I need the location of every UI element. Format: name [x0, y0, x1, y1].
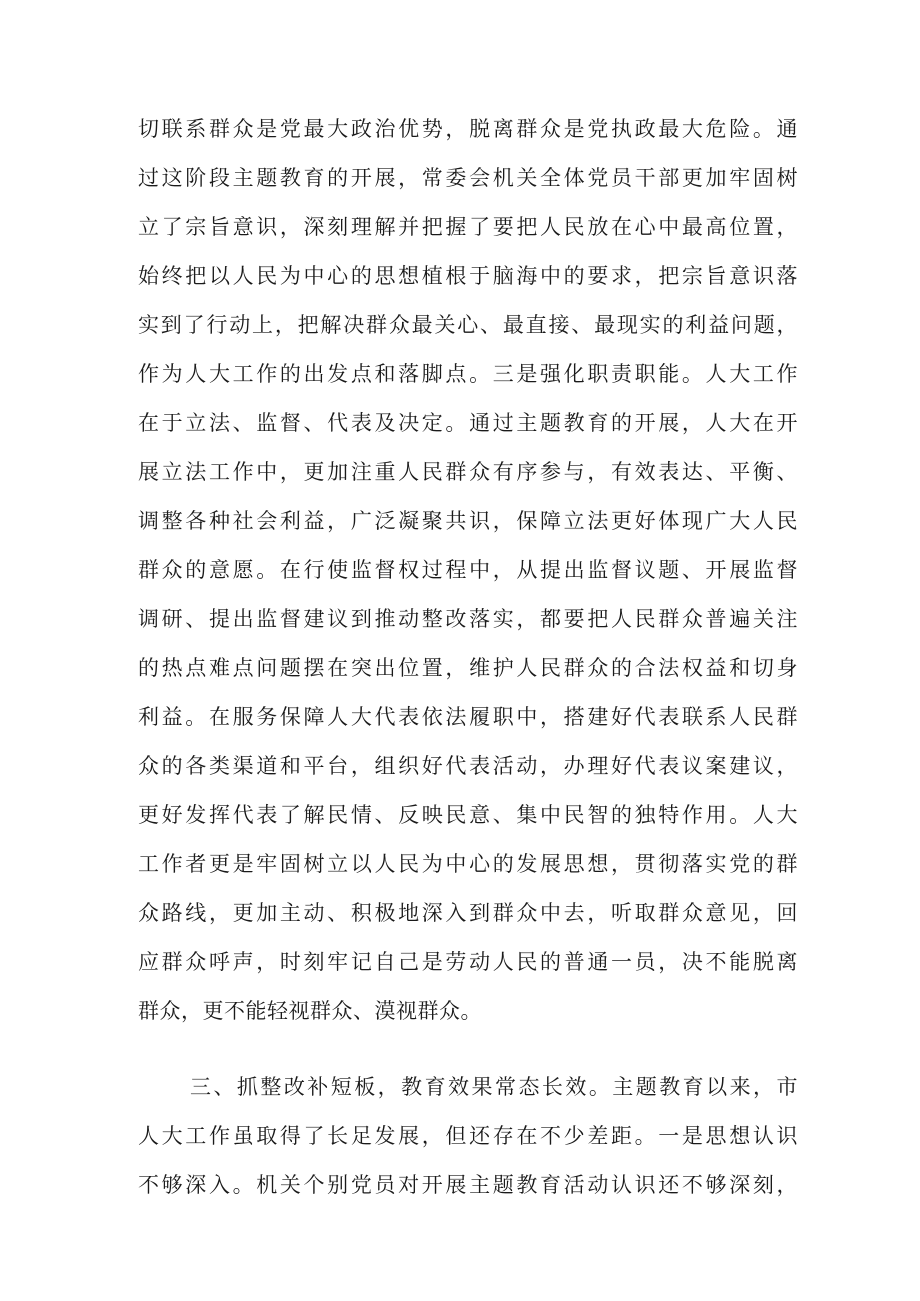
paragraph-line: 实到了行动上，把解决群众最关心、最直接、最现实的利益问题，	[138, 313, 798, 337]
paragraph-line: 群众的意愿。在行使监督权过程中，从提出监督议题、开展监督	[138, 558, 798, 582]
paragraph-line: 利益。在服务保障人大代表依法履职中，搭建好代表联系人民群	[138, 705, 798, 729]
paragraph-line: 调整各种社会利益，广泛凝聚共识，保障立法更好体现广大人民	[138, 509, 798, 533]
paragraph-line: 始终把以人民为中心的思想植根于脑海中的要求，把宗旨意识落	[138, 264, 798, 288]
paragraph-line: 人大工作虽取得了长足发展，但还存在不少差距。一是思想认识	[138, 1124, 798, 1148]
paragraph-line: 过这阶段主题教育的开展，常委会机关全体党员干部更加牢固树	[138, 166, 798, 190]
paragraph-line: 切联系群众是党最大政治优势，脱离群众是党执政最大危险。通	[138, 117, 798, 141]
paragraph-line: 展立法工作中，更加注重人民群众有序参与，有效表达、平衡、	[138, 460, 798, 484]
paragraph-line: 工作者更是牢固树立以人民为中心的发展思想，贯彻落实党的群	[138, 852, 798, 876]
paragraph-line: 调研、提出监督建议到推动整改落实，都要把人民群众普遍关注	[138, 607, 798, 631]
paragraph-line: 众路线，更加主动、积极地深入到群众中去，听取群众意见，回	[138, 901, 798, 925]
paragraph-line: 立了宗旨意识，深刻理解并把握了要把人民放在心中最高位置，	[138, 215, 798, 239]
paragraph-line: 应群众呼声，时刻牢记自己是劳动人民的普通一员，决不能脱离	[138, 950, 798, 974]
paragraph-line-last: 群众，更不能轻视群众、漠视群众。	[138, 999, 482, 1023]
paragraph-line: 的热点难点问题摆在突出位置，维护人民群众的合法权益和切身	[138, 656, 798, 680]
paragraph-line: 在于立法、监督、代表及决定。通过主题教育的开展，人大在开	[138, 411, 798, 435]
paragraph-line: 不够深入。机关个别党员对开展主题教育活动认识还不够深刻，	[138, 1173, 798, 1197]
paragraph-line: 作为人大工作的出发点和落脚点。三是强化职责职能。人大工作	[138, 362, 798, 386]
paragraph-line: 更好发挥代表了解民情、反映民意、集中民智的独特作用。人大	[138, 803, 798, 827]
paragraph-line-indented: 三、抓整改补短板，教育效果常态长效。主题教育以来，市	[190, 1075, 798, 1099]
paragraph-line: 众的各类渠道和平台，组织好代表活动，办理好代表议案建议，	[138, 754, 798, 778]
